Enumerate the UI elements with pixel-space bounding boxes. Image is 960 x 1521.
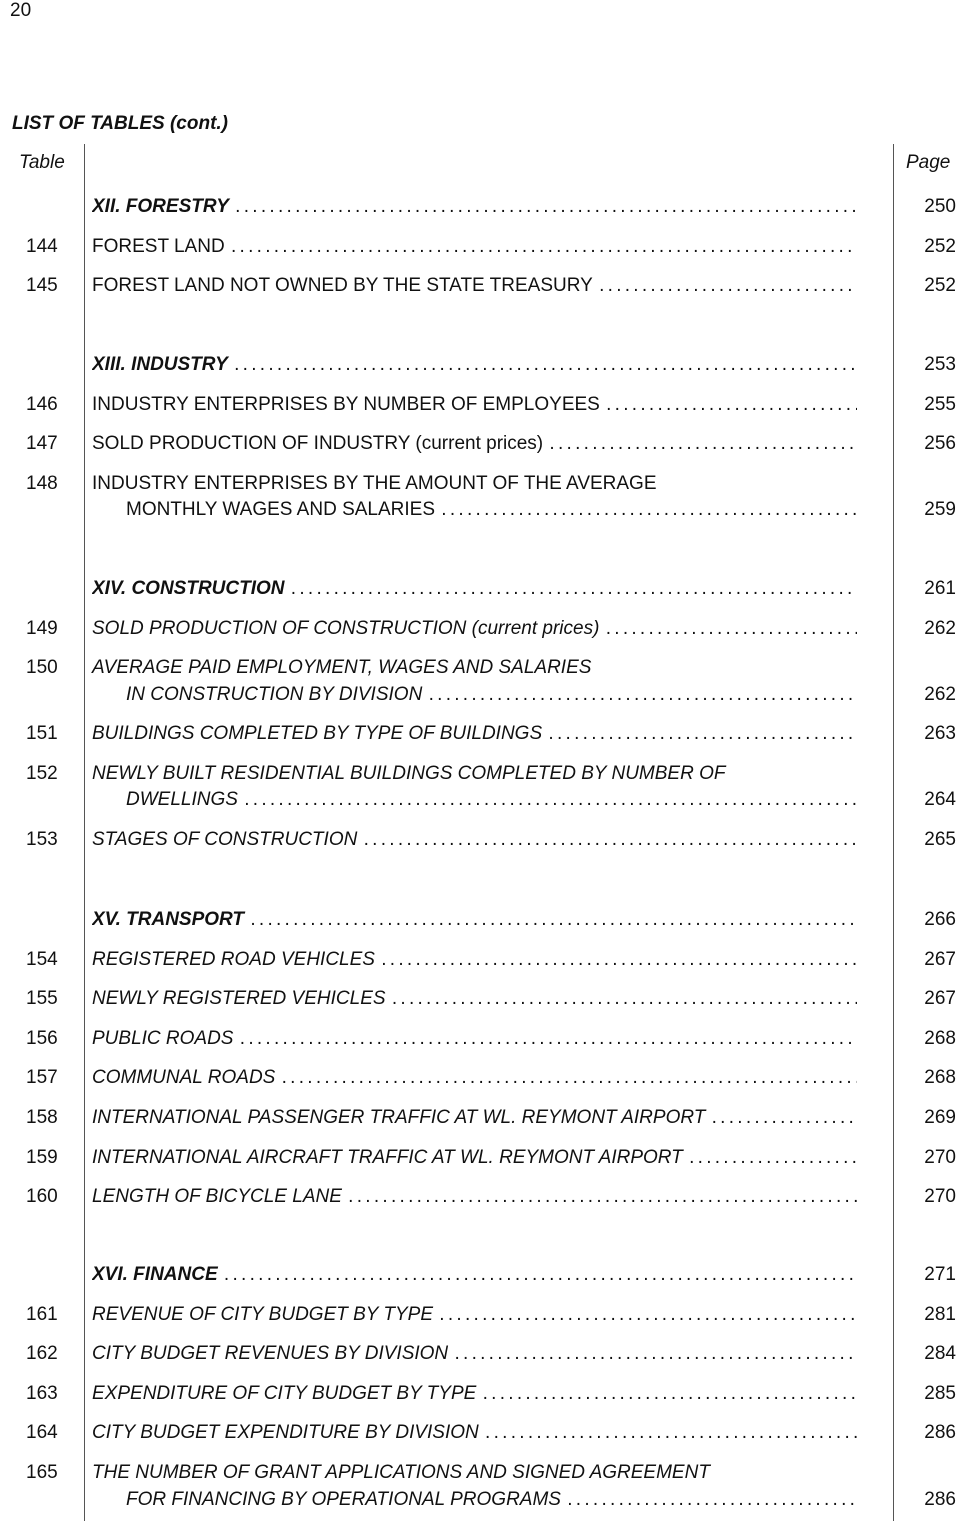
table-title-text: INDUSTRY ENTERPRISES BY NUMBER OF EMPLOYEES (92, 393, 600, 415)
table-number: 160 (26, 1186, 58, 1208)
table-number: 159 (26, 1146, 58, 1168)
list-item (0, 275, 960, 297)
table-page-number: 267 (924, 988, 956, 1010)
table-title-text: STAGES OF CONSTRUCTION (92, 829, 358, 850)
table-title-text: MONTHLY WAGES AND SALARIES (126, 499, 436, 521)
table-title-line (92, 433, 857, 455)
list-item (0, 394, 960, 416)
table-page-number: 268 (924, 1027, 956, 1049)
table-number: 146 (26, 393, 58, 415)
list-item (0, 829, 960, 851)
table-page-number: 252 (924, 275, 956, 297)
list-item (0, 1147, 960, 1169)
column-header-page: Page (906, 152, 951, 173)
table-title-line (126, 684, 857, 706)
table-number: 152 (26, 762, 58, 784)
table-title-line (92, 275, 857, 297)
table-number: 149 (26, 617, 58, 639)
table-number: 161 (26, 1303, 58, 1325)
table-title-text: THE NUMBER OF GRANT APPLICATIONS AND SIGNED AGREEMENT (92, 1462, 710, 1483)
list-item (0, 949, 960, 971)
table-title-text: DWELLINGS (126, 789, 238, 811)
section-page-number: 261 (924, 578, 956, 599)
section-heading-row (0, 909, 960, 931)
table-number: 148 (26, 472, 58, 494)
table-title-text: INTERNATIONAL PASSENGER TRAFFIC AT WL. REYMONT AIRPORT (92, 1107, 706, 1128)
table-title-text: IN CONSTRUCTION BY DIVISION (126, 683, 423, 705)
section-heading-row (0, 578, 960, 600)
section-heading (92, 578, 857, 600)
table-page-number: 269 (924, 1107, 956, 1128)
table-title-text: COMMUNAL ROADS (92, 1067, 276, 1089)
list-item (0, 1422, 960, 1444)
list-item (0, 1107, 960, 1129)
list-item (0, 618, 960, 640)
table-title-line (92, 1343, 857, 1365)
table-title-line (92, 763, 857, 785)
list-item (0, 1462, 960, 1510)
section-page-number: 271 (924, 1264, 956, 1285)
section-heading-text: XV. TRANSPORT (92, 909, 245, 930)
table-title-line (92, 1186, 857, 1208)
list-item (0, 236, 960, 258)
section-heading-text: XIII. INDUSTRY (92, 354, 228, 375)
table-page-number: 270 (924, 1146, 956, 1168)
section-heading-row (0, 196, 960, 218)
table-number: 147 (26, 433, 58, 455)
list-item (0, 657, 960, 705)
table-title-line (92, 657, 857, 679)
table-number: 157 (26, 1067, 58, 1089)
section-heading (92, 1264, 857, 1286)
table-number: 164 (26, 1422, 58, 1444)
list-item (0, 1067, 960, 1089)
table-title-line (92, 1107, 857, 1129)
list-item (0, 988, 960, 1010)
table-title-line (92, 723, 857, 745)
table-title-text: AVERAGE PAID EMPLOYMENT, WAGES AND SALARIES (92, 657, 592, 679)
table-number: 150 (26, 657, 58, 679)
table-number: 163 (26, 1382, 58, 1404)
section-heading-text: XII. FORESTRY (92, 196, 229, 217)
table-number: 165 (26, 1462, 58, 1483)
table-title-line (92, 988, 857, 1010)
table-page-number: 286 (924, 1422, 956, 1444)
list-item (0, 472, 960, 521)
column-header-table: Table (19, 152, 65, 173)
table-title-line (92, 949, 857, 971)
table-title-text: EXPENDITURE OF CITY BUDGET BY TYPE (92, 1382, 477, 1404)
table-title-line (92, 394, 857, 416)
list-item (0, 1383, 960, 1405)
table-page-number: 262 (924, 683, 956, 705)
table-title-text: REVENUE OF CITY BUDGET BY TYPE (92, 1303, 434, 1325)
list-title: LIST OF TABLES (cont.) (12, 113, 229, 134)
table-page-number: 256 (924, 433, 956, 455)
table-page-number: 259 (924, 499, 956, 521)
table-title-line (126, 1489, 857, 1511)
table-number: 145 (26, 275, 58, 297)
table-number: 155 (26, 988, 58, 1010)
table-title-line (92, 829, 857, 851)
table-title-line (92, 1383, 857, 1405)
table-page-number: 286 (924, 1488, 956, 1510)
table-title-text: BUILDINGS COMPLETED BY TYPE OF BUILDINGS (92, 723, 543, 745)
table-page-number: 270 (924, 1186, 956, 1208)
table-page-number: 262 (924, 617, 956, 639)
table-page-number: 263 (924, 723, 956, 745)
table-page-number: 284 (924, 1343, 956, 1365)
table-page-number: 265 (924, 829, 956, 850)
list-item (0, 762, 960, 811)
section-heading-row (0, 354, 960, 376)
table-page-number: 267 (924, 948, 956, 970)
table-title-text: FOREST LAND NOT OWNED BY THE STATE TREASURY (92, 275, 593, 297)
section-heading-row (0, 1264, 960, 1286)
table-number: 158 (26, 1107, 58, 1128)
table-page-number: 264 (924, 789, 956, 811)
table-title-line (92, 236, 857, 258)
table-title-line (126, 789, 857, 811)
table-number: 156 (26, 1027, 58, 1049)
table-title-line (92, 1304, 857, 1326)
list-item (0, 1186, 960, 1208)
table-title-text: LENGTH OF BICYCLE LANE (92, 1186, 342, 1208)
table-title-line (92, 1422, 857, 1444)
table-title-text: SOLD PRODUCTION OF INDUSTRY (current prices) (92, 433, 544, 455)
table-title-line (92, 473, 857, 495)
table-title-line (92, 1028, 857, 1050)
section-heading-text: XVI. FINANCE (92, 1264, 218, 1285)
table-page-number: 285 (924, 1382, 956, 1404)
table-title-text: FOR FINANCING BY OPERATIONAL PROGRAMS (126, 1488, 561, 1510)
table-title-line (126, 499, 857, 521)
table-title-text: NEWLY REGISTERED VEHICLES (92, 988, 386, 1010)
table-title-line (92, 1147, 857, 1169)
list-item (0, 1028, 960, 1050)
list-item (0, 1304, 960, 1326)
table-page-number: 281 (924, 1303, 956, 1325)
table-number: 153 (26, 829, 58, 850)
table-title-text: CITY BUDGET REVENUES BY DIVISION (92, 1343, 449, 1365)
table-title-text: FOREST LAND (92, 235, 225, 257)
section-heading-text: XIV. CONSTRUCTION (92, 578, 285, 599)
table-title-text: INDUSTRY ENTERPRISES BY THE AMOUNT OF THE AVERAGE (92, 472, 657, 494)
table-title-line (92, 618, 857, 640)
section-page-number: 250 (924, 196, 956, 217)
table-title-text: NEWLY BUILT RESIDENTIAL BUILDINGS COMPLETED BY NUMBER OF (92, 762, 726, 784)
table-number: 162 (26, 1343, 58, 1365)
table-title-text: SOLD PRODUCTION OF CONSTRUCTION (current prices) (92, 617, 600, 639)
table-title-line (92, 1462, 857, 1484)
page-number: 20 (10, 0, 32, 21)
table-number: 151 (26, 723, 58, 745)
table-title-text: CITY BUDGET EXPENDITURE BY DIVISION (92, 1422, 479, 1444)
section-page-number: 253 (924, 354, 956, 375)
list-item (0, 1343, 960, 1365)
table-title-text: REGISTERED ROAD VEHICLES (92, 948, 375, 970)
section-heading (92, 909, 857, 931)
table-page-number: 255 (924, 393, 956, 415)
list-item (0, 433, 960, 455)
table-title-line (92, 1067, 857, 1089)
section-page-number: 266 (924, 909, 956, 930)
section-heading (92, 354, 857, 376)
table-page-number: 252 (924, 235, 956, 257)
table-title-text: PUBLIC ROADS (92, 1027, 234, 1049)
table-number: 154 (26, 948, 58, 970)
table-page-number: 268 (924, 1067, 956, 1089)
section-heading (92, 196, 857, 218)
table-title-text: INTERNATIONAL AIRCRAFT TRAFFIC AT WL. REYMONT AIRPORT (92, 1146, 683, 1168)
list-item (0, 723, 960, 745)
table-number: 144 (26, 235, 58, 257)
